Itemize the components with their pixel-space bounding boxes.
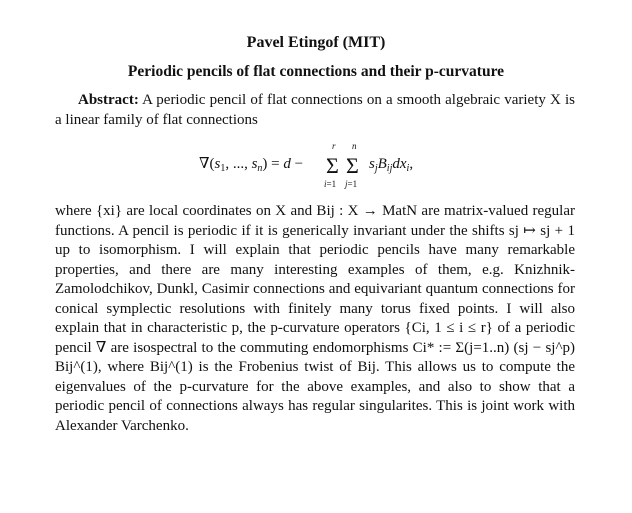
- abstract-intro: [55, 91, 575, 130]
- abstract-intro-text: A periodic pencil of flat connections on a smooth algebraic variety X is a linear family of flat connections: [55, 92, 575, 128]
- svg-text:j=1: j=1: [345, 179, 358, 189]
- svg-text:sjBijdxi,: $s_jB_{ij}dx_i$,: [369, 156, 414, 174]
- svg-text:∇(s1, ..., sn) = d −: $\nabla(s_1$, ..., $s_n) = d$ −: [199, 156, 304, 174]
- svg-text:n: n: [352, 141, 357, 151]
- talk-title: Periodic pencils of flat connections and their p-curvature: [127, 63, 505, 80]
- svg-text:i=1: i=1: [324, 179, 337, 189]
- svg-text:r: r: [332, 141, 336, 151]
- abstract-label: Abstract:: [78, 92, 139, 108]
- author-line: Pavel Etingof (MIT): [246, 34, 386, 51]
- display-equation: [0, 138, 632, 194]
- svg-text:Σ: Σ: [326, 153, 339, 178]
- abstract-body: where {xi} are local coordinates on X and Bij : X → MatN are matrix-valued regular functions. A pencil is periodic if it is generically invariant under the shifts sj ↦ sj + 1 up to isomorphism. I will explain that periodic pencils have many remarkable properties, and there are many interesting examples of them, e.g. Knizhnik-Zamolodchikov, Dunkl, Casimir connections and equivariant quantum connections for conical symplectic resolutions with finitely many torus fixed points. I will also explain that in characteristic p, the p-curvature operators {Ci, 1 ≤ i ≤ r} of a periodic pencil ∇ are isospectral to the commuting endomorphisms Ci* := Σ(j=1..n) (sj − sj^p) Bij^(1), where Bij^(1) is the Frobenius twist of Bij. This allows us to compute the eigenvalues of the p-curvature for the above examples, and also to show that a periodic pencil of connections always has regular singularites. This is joint work with Alexander Varchenko.: [55, 203, 575, 434]
- svg-text:Σ: Σ: [346, 153, 359, 178]
- equation-render: [0, 138, 632, 194]
